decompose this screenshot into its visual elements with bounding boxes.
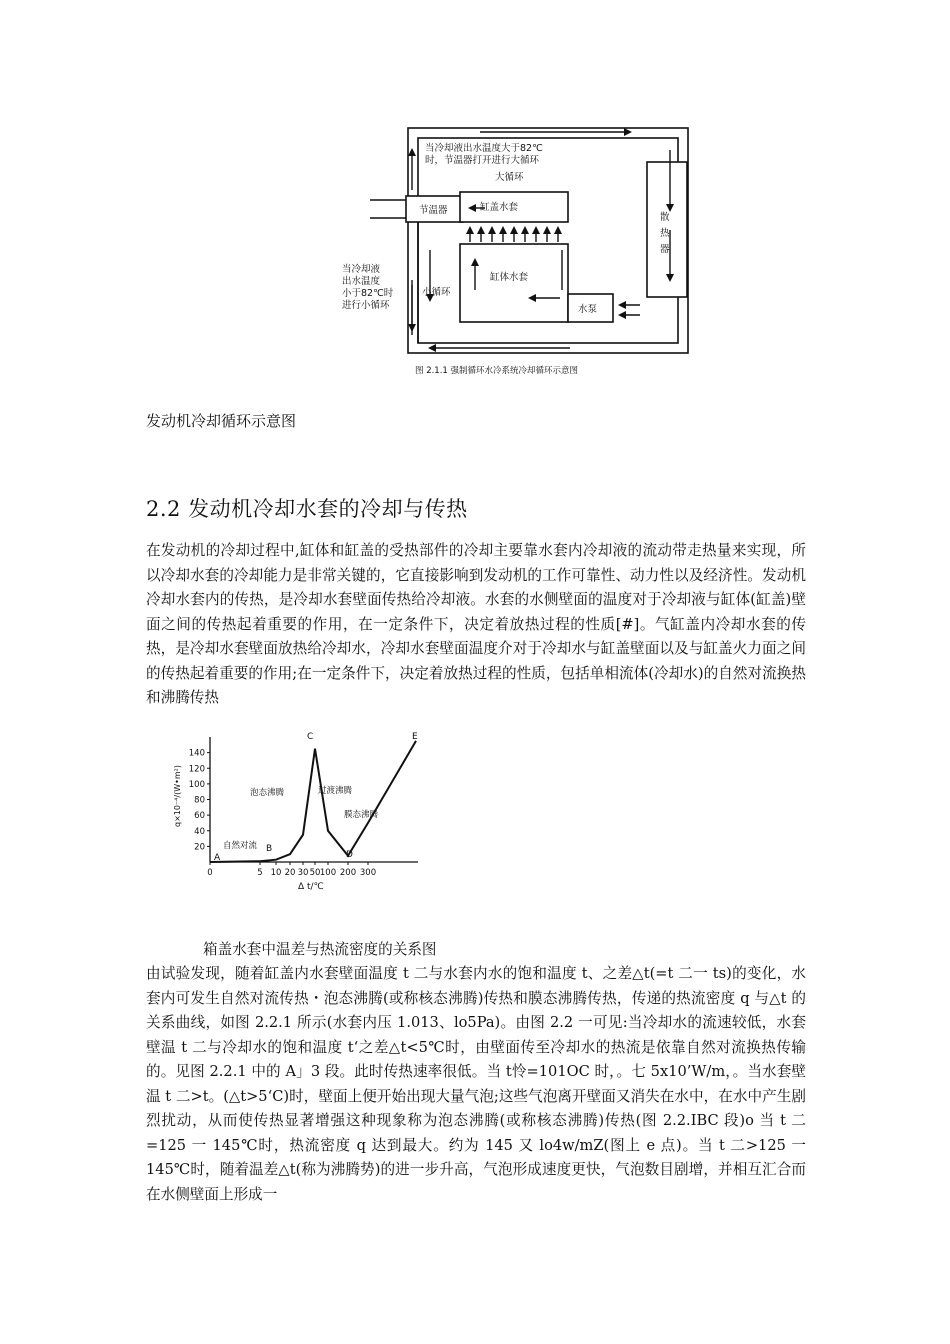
x-tick-label: 5 bbox=[257, 868, 263, 878]
point-label-e: E bbox=[412, 732, 418, 742]
x-tick-label: 30 bbox=[297, 868, 309, 878]
y-tick-label: 140 bbox=[188, 748, 205, 759]
y-tick-label: 80 bbox=[194, 795, 205, 806]
block-jacket-box bbox=[460, 244, 568, 322]
x-axis-label: Δ t/℃ bbox=[298, 882, 324, 892]
transfer-arrows bbox=[470, 228, 558, 242]
radiator-char-1: 散 bbox=[660, 212, 670, 223]
small-loop-label: 小循环 bbox=[422, 287, 451, 298]
x-tick-label: 20 bbox=[284, 868, 296, 878]
section-heading: 2.2 发动机冷却水套的冷却与传热 bbox=[146, 497, 468, 521]
small-note-line1: 当冷却液 bbox=[342, 264, 381, 275]
small-note-line3: 小于82℃时 bbox=[342, 288, 394, 299]
point-label-d: D bbox=[346, 850, 353, 860]
block-jacket-label: 缸体水套 bbox=[490, 272, 529, 283]
y-tick-label: 120 bbox=[188, 764, 205, 775]
radiator-char-2: 热 bbox=[660, 228, 670, 239]
head-jacket-label: 缸盖水套 bbox=[480, 202, 519, 213]
x-tick-label: 0 bbox=[207, 868, 213, 878]
region-natural-convection: 自然对流 bbox=[223, 841, 258, 851]
y-tick-label: 60 bbox=[194, 811, 205, 822]
y-tick-label: 100 bbox=[188, 779, 205, 790]
big-loop-note-line1: 当冷却液出水温度大于82℃ bbox=[425, 143, 543, 154]
x-tick-label: 200 bbox=[339, 868, 357, 878]
paragraph-experiment-findings: 由试验发现，随着缸盖内水套壁面温度 t 二与水套内水的饱和温度 t、之差△t(=t 二一 ts)的变化，水套内可发生自然对流传热・泡态沸腾(或称核态沸腾)传热和膜态沸腾传热，传递的热流密度 q 与△t 的关系曲线，如图 2.2.1 所示(水套内压 1.013、lo5Pa)。由图 2.2 一可见:当冷却水的流速较低，水套壁温 t 二与冷却水的饱和温度 t‘之差△t<5℃时，由壁面传至冷却水的热流是依靠自然对流换热传输的。见图 2.2.1 中的 A」3 段。此时传热速率很低。当 t怜=101OC 时，。七 5x10’W/m，。当水套壁温 t 二>t。(△t>5‘C)时，壁面上便开始出现大量气泡;这些气泡离开壁面又消失在水中，在水中产生剧烈扰动，从而使传热显著增强这种现象称为泡态沸腾(或称核态沸腾)传热(图 2.2.IBC 段)o 当 t 二=125 一 145℃时，热流密度 q 达到最大。约为 145 又 lo4w/mZ(图上 e 点)。当 t 二>125 一 145℃时，随着温差△t(称为沸腾势)的进一步升高，气泡形成速度更快，气泡数目剧增，并相互汇合而在水侧壁面上形成一 bbox=[146, 965, 806, 1203]
point-label-a: A bbox=[214, 853, 221, 863]
big-loop-label: 大循环 bbox=[495, 172, 524, 183]
cooling-circuit-diagram bbox=[330, 120, 710, 385]
paragraph-heat-transfer: 在发动机的冷却过程中,缸体和缸盖的受热部件的冷却主要靠水套内冷却液的流动带走热量来实现，所以冷却水套的冷却能力是非常关键的，它直接影响到发动机的工作可靠性、动力性以及经济性。发动机冷却水套内的传热，是冷却水套壁面传热给冷却液。水套的水侧壁面的温度对于冷却液与缸体(缸盖)壁面之间的传热起着重要的作用，在一定条件下，决定着放热过程的性质[#]。气缸盖内冷却水套的传热，是冷却水套壁面放热给冷却水，冷却水套壁面温度介对于冷却水与缸盖壁面以及与缸盖火力面之间的传热起着重要的作用;在一定条件下，决定着放热过程的性质，包括单相流体(冷却水)的自然对流换热和沸腾传热 bbox=[146, 542, 806, 706]
point-label-b: B bbox=[266, 844, 273, 854]
x-tick-label: 100 bbox=[319, 868, 337, 878]
region-transition-boiling: 过渡沸腾 bbox=[318, 786, 353, 796]
x-tick-label: 300 bbox=[359, 868, 377, 878]
thermostat-label: 节温器 bbox=[419, 205, 448, 216]
region-nucleate-boiling: 泡态沸腾 bbox=[250, 788, 285, 798]
small-note-line2: 出水温度 bbox=[342, 276, 381, 287]
y-tick-label: 40 bbox=[194, 826, 205, 837]
y-axis-label: q×10⁻⁴/(W•m²) bbox=[173, 765, 182, 827]
figure-caption-boiling-curve: 箱盖水套中温差与热流密度的关系图 bbox=[203, 941, 437, 958]
boiling-curve-chart bbox=[168, 727, 428, 927]
diagram-figure-caption: 图 2.1.1 强制循环水冷系统冷却循环示意图 bbox=[415, 366, 579, 376]
small-note-line4: 进行小循环 bbox=[342, 300, 390, 311]
big-loop-note-line2: 时，节温器打开进行大循环 bbox=[425, 155, 540, 166]
region-film-boiling: 膜态沸腾 bbox=[344, 810, 379, 820]
x-tick-label: 10 bbox=[270, 868, 282, 878]
figure-caption-cooling-cycle: 发动机冷却循环示意图 bbox=[146, 412, 297, 430]
x-tick-label: 50 bbox=[309, 868, 321, 878]
y-tick-label: 20 bbox=[194, 842, 205, 853]
pump-label: 水泵 bbox=[578, 304, 598, 315]
point-label-c: C bbox=[307, 732, 314, 742]
radiator-char-3: 器 bbox=[660, 244, 670, 255]
